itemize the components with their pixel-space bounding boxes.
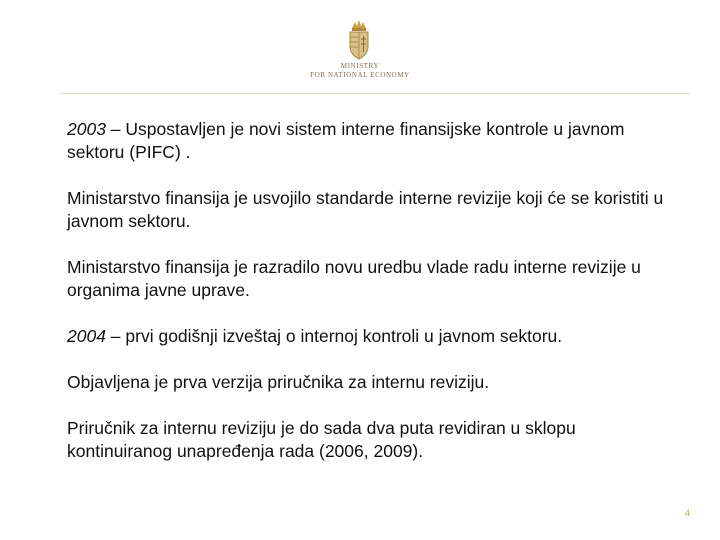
page-number: 4 bbox=[684, 508, 690, 518]
paragraph-text: Priručnik za internu reviziju je do sada dva puta revidiran u sklopu kontinuiranog unapređenja rada (2006, 2009). bbox=[67, 418, 576, 461]
paragraph-text: Ministarstvo finansija je usvojilo standarde interne revizije koji će se koristiti u javnom sektoru. bbox=[67, 188, 664, 231]
paragraph-text: Objavljena je prva verzija priručnika za internu reviziju. bbox=[67, 372, 490, 392]
dash: – bbox=[105, 326, 126, 346]
slide-header bbox=[0, 0, 720, 92]
header-divider bbox=[60, 93, 690, 94]
paragraph-text: prvi godišnji izveštaj o internoj kontroli u javnom sektoru. bbox=[125, 326, 563, 346]
paragraph-text: Uspostavljen je novi sistem interne finansijske kontrole u javnom sektoru (PIFC) . bbox=[67, 119, 625, 162]
paragraph-regulation bbox=[67, 256, 667, 302]
paragraph-manual bbox=[67, 371, 667, 394]
slide-body bbox=[67, 118, 667, 486]
paragraph-2003-pifc bbox=[67, 118, 667, 164]
year-label: 2003 bbox=[67, 119, 106, 139]
paragraph-text: Ministarstvo finansija je razradilo novu uredbu vlade radu interne revizije u organima javne uprave. bbox=[67, 257, 641, 300]
ministry-name-line2: FOR NATIONAL ECONOMY bbox=[310, 71, 410, 79]
year-label: 2004 bbox=[67, 326, 106, 346]
dash: – bbox=[105, 119, 126, 139]
paragraph-standards bbox=[67, 187, 667, 233]
paragraph-manual-revisions bbox=[67, 417, 667, 463]
paragraph-2004-report bbox=[67, 325, 667, 348]
coat-of-arms-icon bbox=[344, 18, 374, 62]
ministry-name-line1: MINISTRY bbox=[340, 62, 380, 70]
